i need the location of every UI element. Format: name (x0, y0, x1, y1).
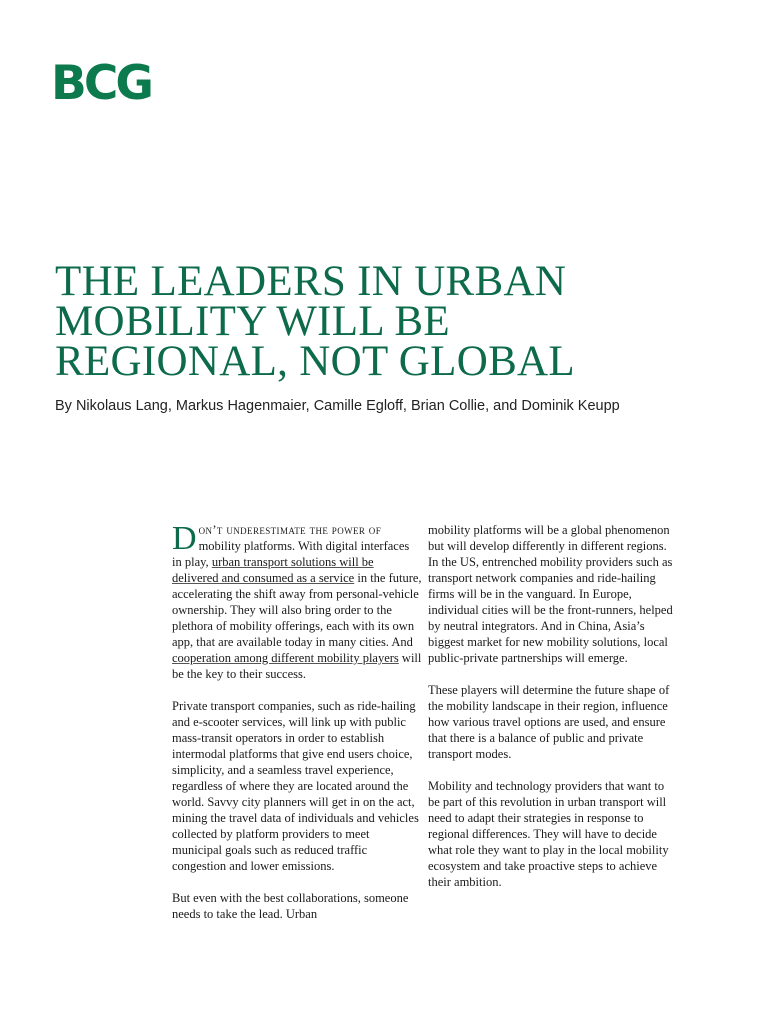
paragraph-3-start: But even with the best collaborations, someone needs to take the lead. Urban (172, 891, 409, 921)
paragraph-5: Mobility and technology providers that want to be part of this revolution in urban transport will need to adapt their strategies in response to regional differences. They will have to decide what role they want to play in the local mobility ecosystem and take proactive steps to achieve their ambition. (428, 779, 669, 889)
title-line-3: REGIONAL, NOT GLOBAL (55, 338, 575, 385)
paragraph-1-text-b: in the future, accelerating the shift away from personal-vehicle ownership. They will also bring order to the plethora of mobility offerings, each with its own app, that are available today in many cities. And (172, 571, 422, 649)
article-title (55, 258, 695, 385)
paragraph-1-text-a: mobility platforms. With digital interfaces in play, (172, 539, 410, 569)
lead-in-text: on’t underestimate the power of (198, 523, 382, 537)
author-byline: By Nikolaus Lang, Markus Hagenmaier, Camille Egloff, Brian Collie, and Dominik Keupp (55, 398, 620, 414)
paragraph-3-continued: mobility platforms will be a global phenomenon but will develop differently in different regions. In the US, entrenched mobility providers such as transport network companies and ride-hailing firms will be in the vanguard. In Europe, individual cities will be the front-runners, helped by neutral integrators. And in China, Asia’s biggest market for new mobility solutions, local public-private partnerships will emerge. (428, 523, 673, 665)
paragraph-4: These players will determine the future shape of the mobility landscape in their region, influence how various travel options are used, and ensure that there is a balance of public and private transport modes. (428, 683, 670, 761)
paragraph-1 (172, 522, 422, 682)
link-cooperation-mobility-players[interactable]: cooperation among different mobility players (172, 651, 399, 665)
title-line-2: MOBILITY WILL BE (55, 298, 450, 345)
title-line-1: THE LEADERS IN URBAN (55, 258, 567, 305)
link-urban-transport-solutions[interactable]: urban transport solutions will be delivered and consumed as a service (172, 555, 374, 585)
bcg-logo: BCG (51, 56, 151, 111)
article-column-left (172, 522, 422, 938)
paragraph-1-text-c: will be the key to their success. (172, 651, 422, 681)
article-column-right (428, 522, 676, 906)
paragraph-2: Private transport companies, such as ride-hailing and e-scooter services, will link up with public mass-transit operators in order to establish intermodal platforms that give end users choice, simplicity, and a seamless travel experience, regardless of where they are located around the world. Savvy city planners will get in on the act, mining the travel data of individuals and vehicles collected by platform providers to meet municipal goals such as reduced traffic congestion and lower emissions. (172, 699, 419, 873)
drop-cap: D (172, 520, 197, 557)
